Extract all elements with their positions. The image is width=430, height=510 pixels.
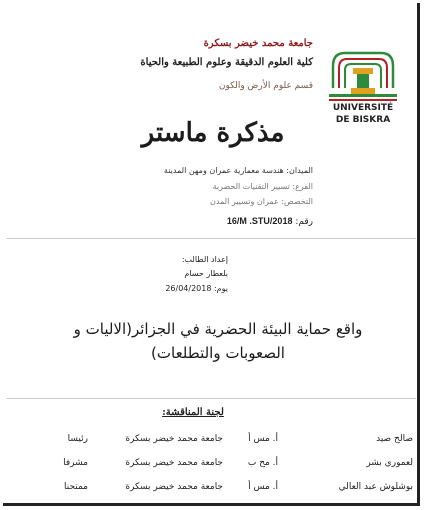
jury-member-role: مشرفا [63,458,88,468]
field-branch: الفرع: تسيير التقنيات الحضرية [212,182,313,191]
prepared-by-label: إعداد الطالب: [181,255,228,264]
divider-top [6,238,416,239]
divider-bottom [6,398,416,399]
jury-member-name: لعموري بشر [366,458,413,468]
reference-number [153,216,313,227]
jury-member-grade: أ. مح ب [247,458,278,468]
thesis-title-line2: الصعوبات والتطلعات) [151,344,285,362]
reference-label: رقم: [295,217,313,227]
thesis-title-line1: واقع حماية البيئة الحضرية في الجزائر(الاليات و [73,320,363,338]
student-name: بلعطار حسام [184,269,228,278]
logo-text-line1: UNIVERSITÉ [332,103,394,113]
field-specialty: التخصص: عمران وتسيير المدن [209,197,313,206]
document-page [3,3,420,506]
jury-member-role: رئيسا [67,434,88,444]
defense-date: يوم: 26/04/2018 [165,284,228,293]
jury-title: لجنة المناقشة: [162,407,224,418]
department-name: قسم علوم الأرض والكون [218,81,313,91]
logo-text-line2: DE BISKRA [335,115,391,125]
jury-member-university: جامعة محمد خيضر بسكرة [125,458,223,468]
jury-member-university: جامعة محمد خيضر بسكرة [125,434,223,444]
field-domain: الميدان: هندسة معمارية عمران ومهن المدينة [163,166,313,175]
jury-member-name: صالح صيد [376,434,413,444]
jury-member-university: جامعة محمد خيضر بسكرة [125,482,223,492]
jury-member-grade: أ. مس أ [248,434,278,444]
jury-member-role: ممتحنا [63,482,88,492]
document-title: مذكرة ماستر [141,118,285,148]
university-name: جامعة محمد خيضر بسكرة [203,38,313,49]
jury-member-name: بوشلوش عبد العالي [338,482,413,492]
reference-value: 16/M .STU/2018 [226,216,293,226]
faculty-name: كلية العلوم الدقيقة وعلوم الطبيعة والحياة [140,57,313,68]
jury-member-grade: أ. مس أ [248,482,278,492]
